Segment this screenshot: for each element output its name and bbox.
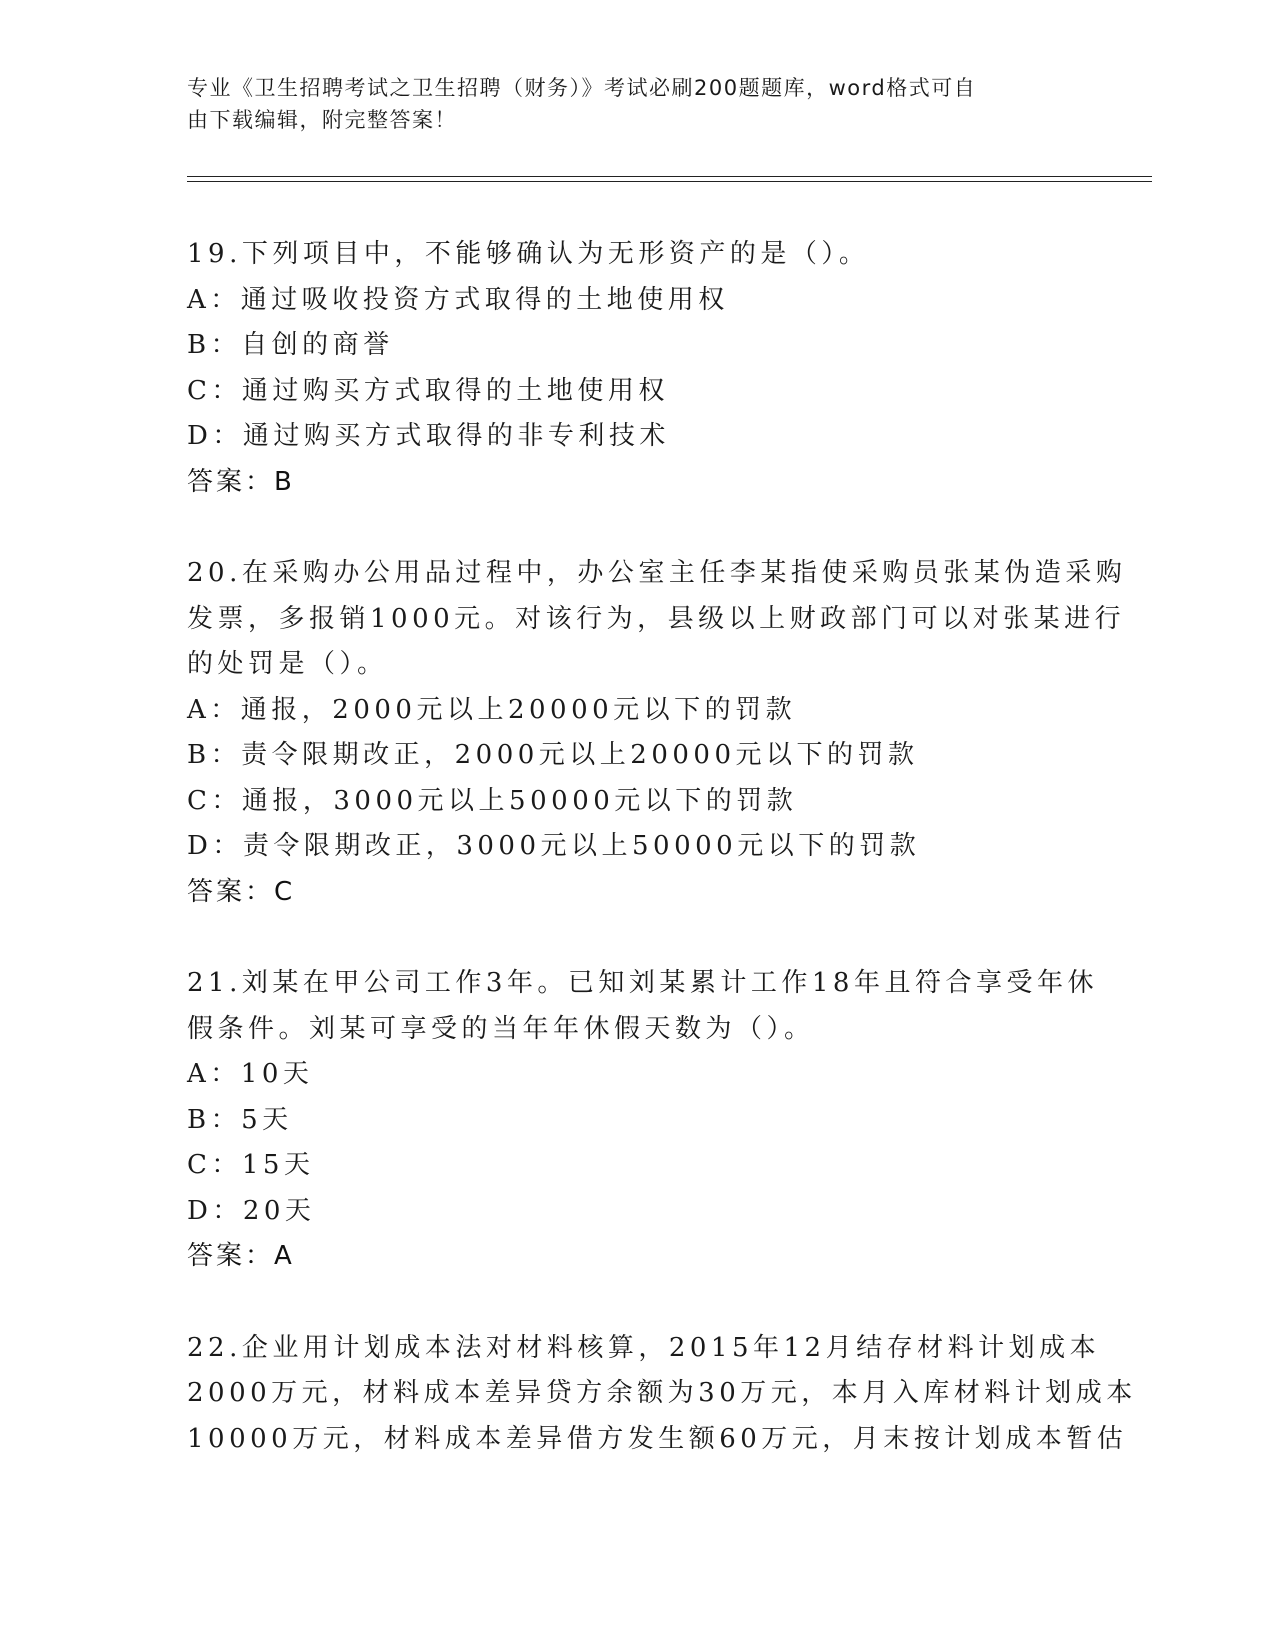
option-a: A：10天	[187, 1059, 314, 1089]
question-21	[187, 961, 1098, 1280]
stem-line: 的处罚是（）。	[187, 649, 388, 679]
option-d: D：20天	[187, 1195, 316, 1226]
question-list	[187, 232, 1137, 1508]
option-b: B：5天	[187, 1104, 293, 1135]
header-divider-bottom	[187, 181, 1152, 182]
stem-line: 10000万元，材料成本差异借方发生额60万元，月末按计划成本暂估	[187, 1423, 1128, 1454]
question-22	[187, 1326, 1137, 1463]
stem-line: 19.下列项目中，不能够确认为无形资产的是（）。	[187, 239, 870, 269]
option-b: B：自创的商誉	[187, 330, 394, 360]
answer-line: 答案：A	[187, 1241, 295, 1271]
question-stem	[187, 1326, 1137, 1463]
option-c: C：15天	[187, 1150, 315, 1180]
question-stem	[187, 232, 1087, 278]
question-20	[187, 551, 1127, 915]
stem-line: 假条件。刘某可享受的当年年休假天数为（）。	[187, 1013, 815, 1044]
option-d: D：通过购买方式取得的非专利技术	[187, 421, 670, 451]
header-line-2: 由下载编辑，附完整答案！	[187, 108, 457, 132]
header-line-1: 专业《卫生招聘考试之卫生招聘（财务）》考试必刷200题题库，word格式可自	[187, 76, 977, 100]
stem-line: 22.企业用计划成本法对材料核算，2015年12月结存材料计划成本	[187, 1332, 1101, 1363]
header-divider-top	[187, 176, 1152, 177]
option-a: A：通报，2000元以上20000元以下的罚款	[187, 694, 797, 725]
answer-line: 答案：B	[187, 466, 295, 497]
stem-line: 21.刘某在甲公司工作3年。已知刘某累计工作18年且符合享受年休	[187, 968, 1098, 998]
question-stem	[187, 551, 1127, 688]
option-d: D：责令限期改正，3000元以上50000元以下的罚款	[187, 831, 921, 861]
question-19	[187, 232, 1087, 505]
answer-line: 答案：C	[187, 876, 296, 907]
stem-line: 发票，多报销1000元。对该行为，县级以上财政部门可以对张某进行	[187, 603, 1126, 634]
stem-line: 20.在采购办公用品过程中，办公室主任李某指使采购员张某伪造采购	[187, 558, 1127, 588]
document-header	[187, 72, 1067, 136]
option-b: B：责令限期改正，2000元以上20000元以下的罚款	[187, 740, 919, 770]
option-c: C：通过购买方式取得的土地使用权	[187, 375, 669, 406]
stem-line: 2000万元，材料成本差异贷方余额为30万元，本月入库材料计划成本	[187, 1378, 1137, 1408]
option-a: A：通过吸收投资方式取得的土地使用权	[187, 284, 729, 315]
option-c: C：通报，3000元以上50000元以下的罚款	[187, 785, 798, 816]
question-stem	[187, 961, 1098, 1052]
